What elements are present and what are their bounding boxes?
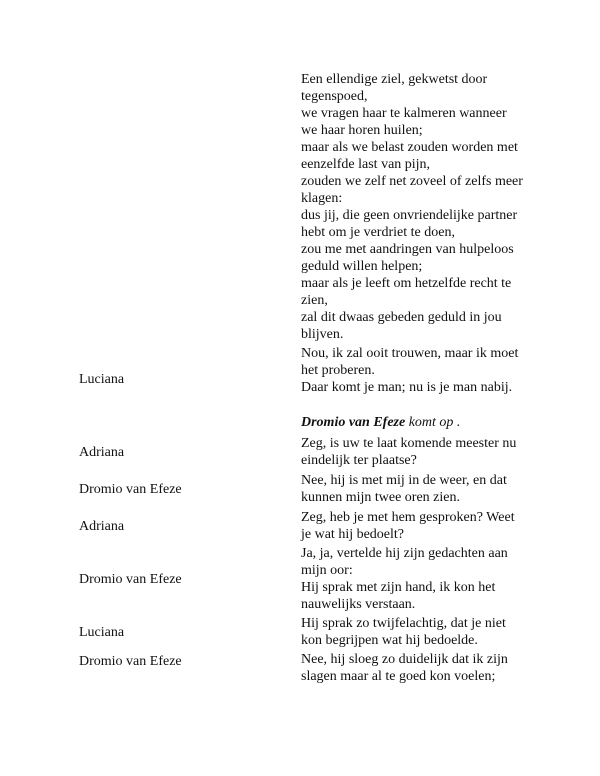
speech-line: Zeg, heb je met hem gesproken? Weet je wat hij bedoelt? [301, 510, 515, 542]
stage-direction [301, 414, 526, 431]
speaker-name: Adriana [79, 519, 125, 534]
speech-text [301, 345, 526, 396]
speech-text [301, 651, 526, 685]
speaker-name: Dromio van Efeze [79, 482, 182, 497]
speech-line: dus jij, die geen onvriendelijke partner hebt om je verdriet te doen, [301, 208, 518, 240]
speech-text [301, 435, 526, 469]
speaker-name: Luciana [79, 625, 125, 640]
speech-line: Nou, ik zal ooit trouwen, maar ik moet het proberen. [301, 346, 519, 378]
speech-line: Hij sprak zo twijfelachtig, dat je niet kon begrijpen wat hij bedoelde. [301, 616, 506, 648]
speech-line: maar als we belast zouden worden met eenzelfde last van pijn, [301, 140, 518, 172]
speech-line: Ja, ja, vertelde hij zijn gedachten aan mijn oor: [301, 546, 508, 578]
speech-text [301, 615, 526, 649]
speech-line: Zeg, is uw te laat komende meester nu eindelijk ter plaatse? [301, 436, 517, 468]
speech-line: zal dit dwaas gebeden geduld in jou blijven. [301, 310, 502, 342]
speech-text [301, 71, 526, 343]
speech-line: Nee, hij sloeg zo duidelijk dat ik zijn slagen maar al te goed kon voelen; [301, 652, 508, 684]
speaker-name: Luciana [79, 372, 125, 387]
speech-line: Nee, hij is met mij in de weer, en dat kunnen mijn twee oren zien. [301, 473, 507, 505]
speech-line: we vragen haar te kalmeren wanneer we haar horen huilen; [301, 106, 507, 138]
speaker-name: Adriana [79, 445, 125, 460]
speech-text [301, 472, 526, 506]
speech-line: maar als je leeft om hetzelfde recht te zien, [301, 276, 512, 308]
speech-text [301, 545, 526, 613]
speech-line: zouden we zelf net zoveel of zelfs meer klagen: [301, 174, 523, 206]
speech-text [301, 509, 526, 543]
speech-line: zou me met aandringen van hulpeloos geduld willen helpen; [301, 242, 514, 274]
speech-line: Daar komt je man; nu is je man nabij. [301, 380, 513, 395]
stage-direction-action: komt op . [405, 415, 461, 430]
stage-direction-name: Dromio van Efeze [301, 415, 406, 430]
speaker-name: Dromio van Efeze [79, 572, 182, 587]
speech-line: Hij sprak met zijn hand, ik kon het nauwelijks verstaan. [301, 580, 496, 612]
speaker-name: Dromio van Efeze [79, 654, 182, 669]
speech-line: Een ellendige ziel, gekwetst door tegenspoed, [301, 72, 488, 104]
